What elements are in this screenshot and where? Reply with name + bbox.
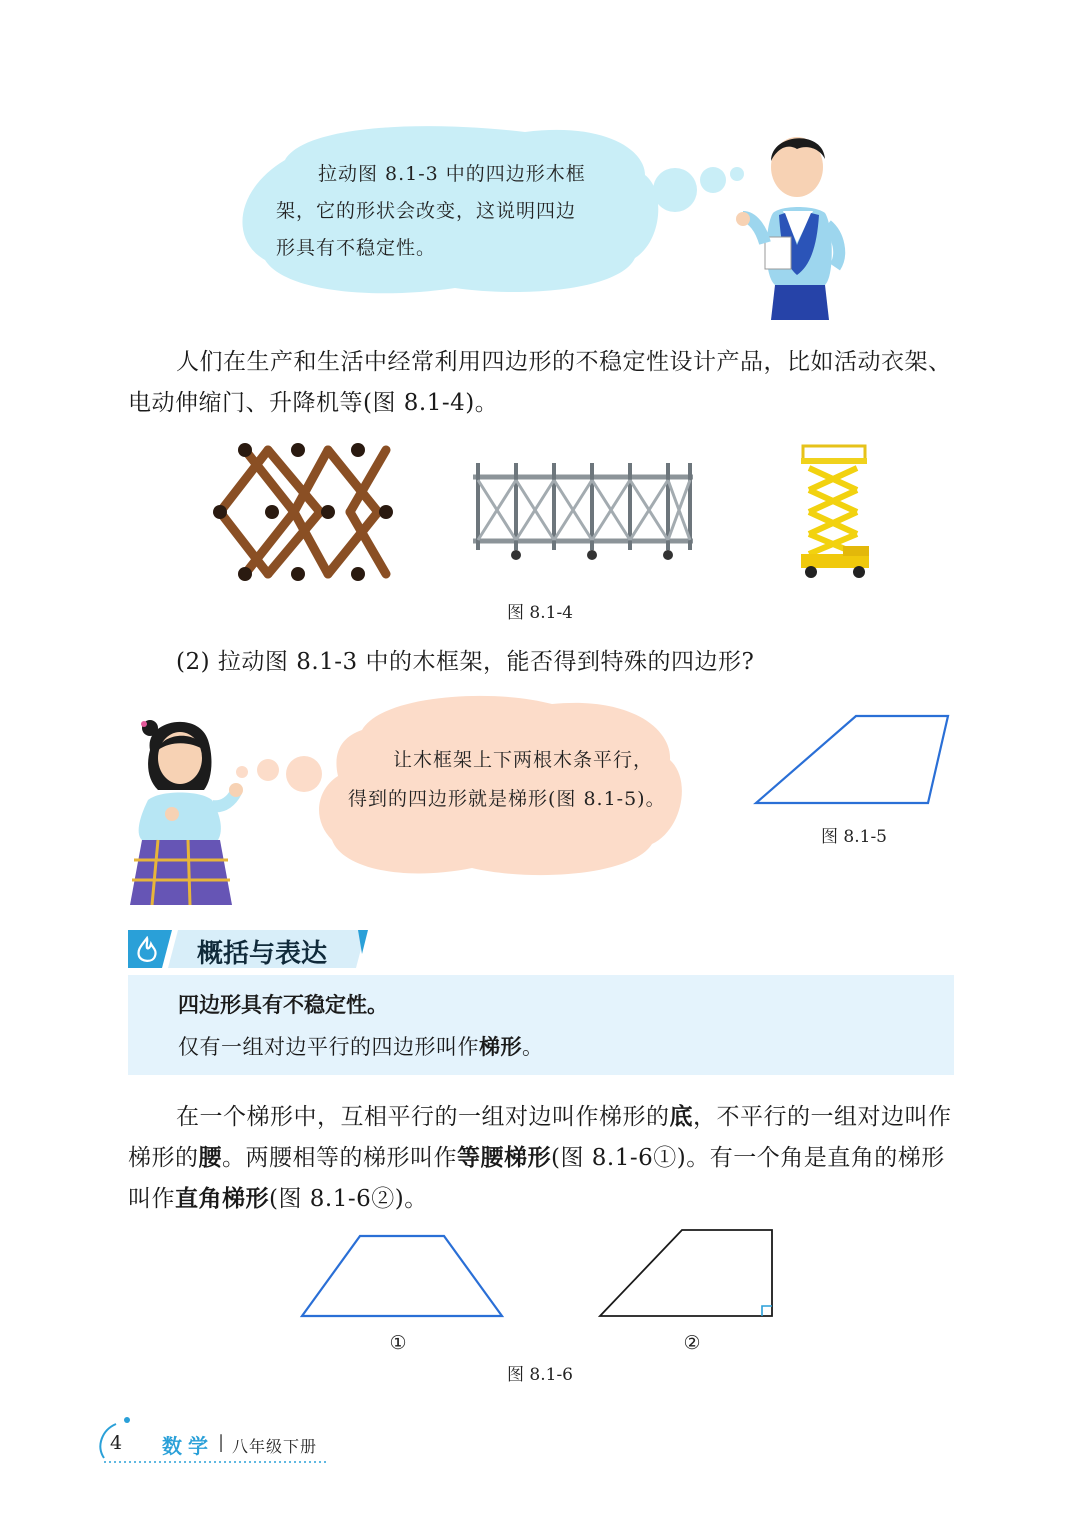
paragraph-2 — [128, 1097, 958, 1220]
section-title: 概括与表达 — [197, 939, 328, 969]
right-trapezoid-figure — [596, 1226, 778, 1322]
paragraph-2-part-5: (图 8.1-6②)。 — [269, 1186, 428, 1212]
footer-grade: 八年级下册 — [232, 1437, 318, 1456]
summary-line-2 — [178, 1031, 544, 1061]
paragraph-2-part-4: (图 8.1-6①)。有一个角是直角的梯形叫作 — [128, 1145, 945, 1212]
figure-8-1-6-label-2: ② — [683, 1332, 701, 1354]
paragraph-1-line-1: 人们在生产和生活中经常利用四边形的不稳定性设计产品，比如活动衣架、 — [176, 349, 952, 375]
summary-box — [128, 975, 954, 1075]
term-trapezoid: 梯形 — [479, 1035, 522, 1059]
figure-8-1-6-label-1: ① — [389, 1332, 407, 1354]
flame-icon — [135, 936, 159, 964]
footer-subject: 数学 — [162, 1434, 214, 1458]
summary-line-2-suffix: 。 — [522, 1035, 544, 1059]
paragraph-1 — [128, 342, 958, 424]
footer-separator: | — [218, 1432, 225, 1453]
boy-illustration — [735, 125, 860, 320]
figure-8-1-6-caption: 图 8.1-6 — [507, 1365, 573, 1385]
boy-bubble-line-3: 形具有不稳定性。 — [276, 237, 437, 259]
page-number: 4 — [110, 1432, 123, 1454]
figure-8-1-4-caption: 图 8.1-4 — [507, 603, 573, 623]
girl-bubble-line-2: 得到的四边形就是梯形(图 8.1-5)。 — [348, 788, 666, 810]
girl-bubble-line-1: 让木框架上下两根木条平行， — [393, 749, 654, 771]
folding-rack-image — [210, 440, 400, 585]
paragraph-2-part-3: 。两腰相等的梯形叫作 — [222, 1145, 457, 1171]
retractable-gate-image — [468, 455, 700, 565]
summary-line-2-prefix: 仅有一组对边平行的四边形叫作 — [178, 1035, 479, 1059]
term-isosceles-trapezoid: 等腰梯形 — [457, 1145, 551, 1171]
paragraph-2-part-1: 在一个梯形中，互相平行的一组对边叫作梯形的 — [176, 1104, 670, 1130]
figure-8-1-5-caption: 图 8.1-5 — [821, 827, 887, 847]
term-right-trapezoid: 直角梯形 — [175, 1186, 269, 1212]
girl-illustration — [128, 710, 243, 905]
scissor-lift-image — [795, 440, 880, 580]
paragraph-1-line-2: 电动伸缩门、升降机等(图 8.1-4)。 — [128, 390, 499, 416]
isosceles-trapezoid-figure — [298, 1232, 508, 1322]
paragraph-2-part-2: ，不平行的一组对边叫作梯形的 — [128, 1104, 952, 1171]
boy-bubble-line-2: 架，它的形状会改变，这说明四边 — [276, 200, 577, 222]
term-leg: 腰 — [198, 1145, 222, 1171]
term-base: 底 — [669, 1104, 693, 1130]
question-2: (2) 拉动图 8.1-3 中的木框架，能否得到特殊的四边形? — [176, 649, 755, 675]
boy-bubble-line-1: 拉动图 8.1-3 中的四边形木框 — [318, 163, 586, 185]
figure-8-1-5-trapezoid — [750, 710, 955, 810]
summary-line-1: 四边形具有不稳定性。 — [178, 993, 388, 1017]
